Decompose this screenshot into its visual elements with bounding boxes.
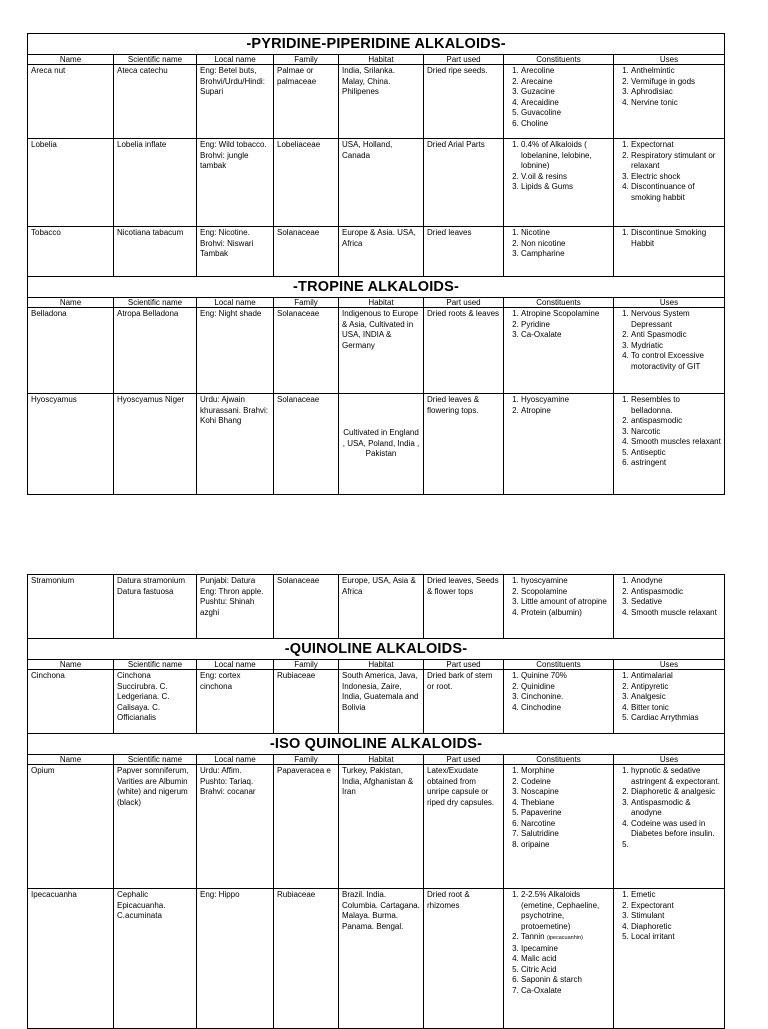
header-family: Family (274, 55, 339, 65)
cell-uses (614, 394, 725, 495)
header-habitat: Habitat (339, 660, 424, 670)
section-title-quinoline: -QUINOLINE ALKALOIDS- (28, 639, 725, 660)
list-item: 2. Vermifuge in gods (631, 77, 721, 88)
list-item: 1. 2-2.5% Alkaloids (emetine, Cephaeline, psychotrine, protoemetine) (521, 890, 610, 932)
cell-habitat: Cultivated in England , USA, Poland, India , Pakistan (339, 394, 424, 495)
header-row (28, 660, 725, 670)
header-habitat: Habitat (339, 298, 424, 308)
list-item: 6. Narcotine (521, 819, 610, 830)
list-item: 1. Emetic (631, 890, 721, 901)
cell-constituents (504, 308, 614, 394)
cell-name: Opium (28, 765, 114, 889)
list-item: 1. Atropine Scopolamine (521, 309, 610, 320)
list-item: 3. Aphrodisiac (631, 87, 721, 98)
list-item: 1. Anodyne (631, 576, 721, 587)
header-uses: Uses (614, 55, 725, 65)
list-item: 3. Cinchonine. (521, 692, 610, 703)
list-item: 4. Bitter tonic (631, 703, 721, 714)
cell-name: Stramonium (28, 575, 114, 639)
list-item: 3. Analgesic (631, 692, 721, 703)
cell-family: Solanaceae (274, 575, 339, 639)
header-habitat: Habitat (339, 755, 424, 765)
cell-local-name: Eng: Nicotine. Brohvi: Niswari Tambak (197, 227, 274, 277)
list-item: 1. Resembles to belladonna. (631, 395, 721, 416)
cell-family: Rubiaceae (274, 889, 339, 1029)
list-item: 2. antispasmodic (631, 416, 721, 427)
header-family: Family (274, 755, 339, 765)
cell-part-used: Dried leaves, Seeds & flower tops (424, 575, 504, 639)
table-row-tobacco (28, 227, 725, 277)
list-item: 5. Papaverine (521, 808, 610, 819)
list-item: 2. Anti Spasmodic (631, 330, 721, 341)
cell-habitat: Brazil. India. Columbia. Cartagana. Malaya. Burma. Panama. Bengal. (339, 889, 424, 1029)
header-scientific-name: Scientific name (114, 660, 197, 670)
list-item: 4. Arecaidine (521, 98, 610, 109)
header-local-name: Local name (197, 755, 274, 765)
table-row-cinchona (28, 670, 725, 734)
list-item: 4. To control Excessive motoractivity of GIT (631, 351, 721, 372)
header-scientific-name: Scientific name (114, 55, 197, 65)
cell-scientific-name: Ateca catechu (114, 65, 197, 139)
cell-scientific-name: Hyoscyamus Niger (114, 394, 197, 495)
list-item: 1. Anthelmintic (631, 66, 721, 77)
list-item: 6. Choline (521, 119, 610, 130)
cell-uses (614, 670, 725, 734)
list-item: 2. Quinidine (521, 682, 610, 693)
list-item: 8. oripaine (521, 840, 610, 851)
list-item: 2. Expectorant (631, 901, 721, 912)
cell-uses (614, 308, 725, 394)
list-item: 4. Codeine was used in Diabetes before insulin. (631, 819, 721, 840)
header-row (28, 298, 725, 308)
list-item: 6. astringent (631, 458, 721, 469)
list-item: 2. Respiratory stimulant or relaxant (631, 151, 721, 172)
header-family: Family (274, 660, 339, 670)
list-item: 4. Cinchodine (521, 703, 610, 714)
list-item: 5. Local irritant (631, 932, 721, 943)
list-item: 2. Atropine (521, 406, 610, 417)
cell-constituents (504, 65, 614, 139)
cell-local-name: Urdu: Ajwain khurassani. Brahvi: Kohi Bhang (197, 394, 274, 495)
cell-uses (614, 227, 725, 277)
cell-constituents (504, 765, 614, 889)
cell-name: Areca nut (28, 65, 114, 139)
list-item: 3. Mydriatic (631, 341, 721, 352)
section-title-pyridine: -PYRIDINE-PIPERIDINE ALKALOIDS- (28, 34, 725, 55)
cell-part-used: Dried roots & leaves (424, 308, 504, 394)
cell-local-name: Eng: Betel buts, Brohvi/Urdu/Hindi: Supari (197, 65, 274, 139)
list-item: 3. Guzacine (521, 87, 610, 98)
cell-name: Ipecacuanha (28, 889, 114, 1029)
cell-habitat: Turkey, Pakistan, India, Afghanistan & Iran (339, 765, 424, 889)
cell-uses (614, 889, 725, 1029)
cell-name: Cinchona (28, 670, 114, 734)
list-item: 1. 0.4% of Alkaloids ( lobelanine, lelobine, lobnine) (521, 140, 610, 172)
header-constituents: Constituents (504, 755, 614, 765)
cell-constituents (504, 394, 614, 495)
header-part-used: Part used (424, 660, 504, 670)
cell-scientific-name: Nicotiana tabacum (114, 227, 197, 277)
alkaloids-table-bottom (27, 574, 725, 1029)
cell-habitat: Europe, USA, Asia & Africa (339, 575, 424, 639)
list-item (521, 932, 610, 944)
table-row-belladona (28, 308, 725, 394)
list-item: 3. Little amount of atropine (521, 597, 610, 608)
table-row-stramonium (28, 575, 725, 639)
list-item: 3. Noscapine (521, 787, 610, 798)
list-item: 3. Antispasmodic & anodyne (631, 798, 721, 819)
cell-name: Tobacco (28, 227, 114, 277)
list-item: 5. Antiseptic (631, 448, 721, 459)
header-part-used: Part used (424, 55, 504, 65)
cell-uses (614, 765, 725, 889)
cell-constituents (504, 575, 614, 639)
cell-local-name: Urdu: Affim. Pushto: Tariaq. Brahvi: cocanar (197, 765, 274, 889)
cell-family: Papaveracea e (274, 765, 339, 889)
header-uses: Uses (614, 755, 725, 765)
cell-part-used: Dried leaves (424, 227, 504, 277)
cell-habitat: South America, Java, Indonesia, Zaire, India, Guatemala and Bolivia (339, 670, 424, 734)
list-item: 1. Morphine (521, 766, 610, 777)
cell-constituents (504, 227, 614, 277)
cell-family: Palmae or palmaceae (274, 65, 339, 139)
cell-part-used: Dried ripe seeds. (424, 65, 504, 139)
list-item: 6. Saponin & starch (521, 975, 610, 986)
header-constituents: Constituents (504, 660, 614, 670)
list-item: 4. Nervine tonic (631, 98, 721, 109)
cell-part-used: Latex/Exudate obtained from unripe capsule or riped dry capsules. (424, 765, 504, 889)
header-row (28, 55, 725, 65)
cell-constituents (504, 889, 614, 1029)
list-item: 1. Nicotine (521, 228, 610, 239)
header-uses: Uses (614, 298, 725, 308)
cell-uses (614, 139, 725, 227)
cell-family: Solanaceae (274, 308, 339, 394)
cell-habitat: USA, Holland, Canada (339, 139, 424, 227)
cell-scientific-name: Lobelia inflate (114, 139, 197, 227)
header-constituents: Constituents (504, 298, 614, 308)
cell-family: Solanaceae (274, 394, 339, 495)
header-family: Family (274, 298, 339, 308)
list-item: 4. Diaphoretic (631, 922, 721, 933)
table-row-lobelia (28, 139, 725, 227)
cell-local-name: Eng: cortex cinchona (197, 670, 274, 734)
list-item: 2. V.oil & resins (521, 172, 610, 183)
cell-local-name: Punjabi: Datura Eng: Thron apple. Pushtu: Shinah azghi (197, 575, 274, 639)
list-item: 2. Pyridine (521, 320, 610, 331)
header-name: Name (28, 55, 114, 65)
cell-part-used: Dried leaves & flowering tops. (424, 394, 504, 495)
list-item: 3. Narcotic (631, 427, 721, 438)
tannin-note: (ipecacuanhin) (546, 935, 583, 941)
cell-scientific-name: Datura stramonium Datura fastuosa (114, 575, 197, 639)
list-item: 3. Sedative (631, 597, 721, 608)
list-item: 1. hypnotic & sedative astringent & expectorant. (631, 766, 721, 787)
list-item: 2. Antipyretic (631, 682, 721, 693)
cell-family: Lobeliaceae (274, 139, 339, 227)
list-item: 3. Ca-Oxalate (521, 330, 610, 341)
list-item: 4. Protein (albumin) (521, 608, 610, 619)
table-row-opium (28, 765, 725, 889)
list-item: 7. Ca-Oxalate (521, 986, 610, 997)
list-item (631, 840, 721, 851)
cell-uses (614, 65, 725, 139)
list-item: 7. Salutridine (521, 829, 610, 840)
header-uses: Uses (614, 660, 725, 670)
list-item: 1. Nervous System Depressant (631, 309, 721, 330)
list-item: 1. Antimalarial (631, 671, 721, 682)
cell-habitat: Europe & Asia. USA, Africa (339, 227, 424, 277)
header-scientific-name: Scientific name (114, 755, 197, 765)
list-item: 2. Non nicotine (521, 239, 610, 250)
list-item: 1. hyoscyamine (521, 576, 610, 587)
header-local-name: Local name (197, 660, 274, 670)
list-item: 5. Guvacoline (521, 108, 610, 119)
cell-habitat: Indigenous to Europe & Asia, Cultivated in USA, INDIA & Germany (339, 308, 424, 394)
cell-scientific-name: Cinchona Succirubra. C. Ledgeriana. C. Calisaya. C. Officianalis (114, 670, 197, 734)
section-title-tropine: -TROPINE ALKALOIDS- (28, 277, 725, 298)
list-item: 1. Expectornat (631, 140, 721, 151)
header-name: Name (28, 755, 114, 765)
list-item: 3. Electric shock (631, 172, 721, 183)
cell-name: Belladona (28, 308, 114, 394)
list-item: 4. Smooth muscle relaxant (631, 608, 721, 619)
list-item: 5. Cardiac Arrythmias (631, 713, 721, 724)
header-habitat: Habitat (339, 55, 424, 65)
tannin-label: Tannin (521, 932, 545, 941)
cell-family: Solanaceae (274, 227, 339, 277)
cell-uses (614, 575, 725, 639)
cell-local-name: Eng: Hippo (197, 889, 274, 1029)
table-row-hyoscyamus (28, 394, 725, 495)
cell-scientific-name: Cephalic Epicacuanha. C.acuminata (114, 889, 197, 1029)
cell-habitat: India, Srilanka. Malay, China. Philipenes (339, 65, 424, 139)
cell-name: Lobelia (28, 139, 114, 227)
list-item: 2. Diaphoretic & analgesic (631, 787, 721, 798)
list-item: 2. Scopolamine (521, 587, 610, 598)
list-item: 1. Discontinue Smoking Habbit (631, 228, 721, 249)
header-part-used: Part used (424, 298, 504, 308)
cell-constituents (504, 139, 614, 227)
header-part-used: Part used (424, 755, 504, 765)
cell-name: Hyoscyamus (28, 394, 114, 495)
cell-part-used: Dried bark of stem or root. (424, 670, 504, 734)
list-item: 2. Antispasmodic (631, 587, 721, 598)
list-item: 3. Campharine (521, 249, 610, 260)
list-item: 5. Citric Acid (521, 965, 610, 976)
cell-scientific-name: Papver somniferum, Varities are Albumin (white) and nigerum (black) (114, 765, 197, 889)
header-constituents: Constituents (504, 55, 614, 65)
alkaloids-table-top (27, 33, 725, 495)
list-item: 4. Discontinuance of smoking habbit (631, 182, 721, 203)
cell-scientific-name: Atropa Belladona (114, 308, 197, 394)
table-row-areca-nut (28, 65, 725, 139)
list-item: 4. Malic acid (521, 954, 610, 965)
list-item: 1. Quinine 70% (521, 671, 610, 682)
table-row-ipecacuanha (28, 889, 725, 1029)
header-local-name: Local name (197, 298, 274, 308)
cell-local-name: Eng: Wild tobacco. Brohvi: jungle tambak (197, 139, 274, 227)
header-name: Name (28, 298, 114, 308)
list-item: 3. Stimulant (631, 911, 721, 922)
list-item: 1. Hyoscyamine (521, 395, 610, 406)
cell-local-name: Eng: Night shade (197, 308, 274, 394)
list-item: 4. Thebiane (521, 798, 610, 809)
list-item: 4. Smooth muscles relaxant (631, 437, 721, 448)
list-item: 3. Ipecamine (521, 944, 610, 955)
header-name: Name (28, 660, 114, 670)
cell-constituents (504, 670, 614, 734)
list-item: 2. Codeine (521, 777, 610, 788)
header-row (28, 755, 725, 765)
list-item: 3. Lipids & Gums (521, 182, 610, 193)
header-scientific-name: Scientific name (114, 298, 197, 308)
list-item: 1. Arecoline (521, 66, 610, 77)
cell-part-used: Dried Arial Parts (424, 139, 504, 227)
section-title-isoquinoline: -ISO QUINOLINE ALKALOIDS- (28, 734, 725, 755)
cell-part-used: Dried root & rhizomes (424, 889, 504, 1029)
list-item: 2. Arecaine (521, 77, 610, 88)
header-local-name: Local name (197, 55, 274, 65)
cell-family: Rubiaceae (274, 670, 339, 734)
